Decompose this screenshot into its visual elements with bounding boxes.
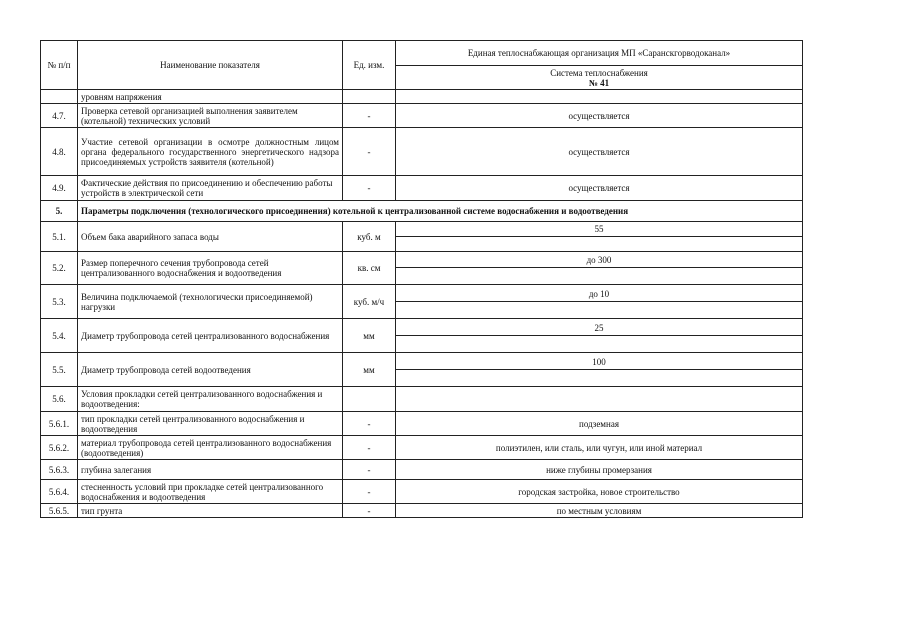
row-unit: - — [343, 176, 396, 201]
header-num: № п/п — [41, 41, 78, 90]
row-value: по местным условиям — [396, 504, 803, 518]
row-name: Фактические действия по присоединению и обеспечению работы устройств в электрической сети — [78, 176, 343, 201]
table-row — [41, 319, 803, 353]
row-num: 5.6. — [41, 387, 78, 412]
row-name: Величина подключаемой (технологически присоединяемой) нагрузки — [78, 285, 343, 319]
row-num: 5.1. — [41, 222, 78, 252]
row-value: ниже глубины промерзания — [396, 460, 803, 480]
table-row — [41, 436, 803, 460]
row-value: 55 — [396, 223, 802, 237]
row-unit: - — [343, 460, 396, 480]
table-row — [41, 460, 803, 480]
row-value: подземная — [396, 412, 803, 436]
table-row — [41, 176, 803, 201]
row-unit: кв. см — [343, 252, 396, 285]
table-row — [41, 480, 803, 504]
row-unit: - — [343, 504, 396, 518]
row-value-cell — [396, 222, 803, 252]
row-value: осуществляется — [396, 104, 803, 128]
header-unit: Ед. изм. — [343, 41, 396, 90]
header-system — [396, 66, 803, 90]
row-value: городская застройка, новое строительство — [396, 480, 803, 504]
header-system-number: № 41 — [588, 77, 610, 88]
row-unit: мм — [343, 353, 396, 387]
section-title: Параметры подключения (технологического присоединения) котельной к централизованной системе водоснабжения и водоотведения — [78, 201, 803, 222]
table-row — [41, 285, 803, 319]
table-row — [41, 353, 803, 387]
header-system-label: Система теплоснабжения — [550, 67, 648, 78]
row-name: уровням напряжения — [78, 90, 343, 104]
row-num: 5.2. — [41, 252, 78, 285]
row-name: стесненность условий при прокладке сетей централизованного водоснабжения и водоотведения — [78, 480, 343, 504]
row-unit: - — [343, 480, 396, 504]
row-value: 25 — [396, 322, 802, 336]
table-row — [41, 252, 803, 285]
row-value: полиэтилен, или сталь, или чугун, или иной материал — [396, 436, 803, 460]
row-value-cell — [396, 285, 803, 319]
row-num: 5.3. — [41, 285, 78, 319]
row-unit: - — [343, 128, 396, 176]
row-value: осуществляется — [396, 176, 803, 201]
table-row — [41, 504, 803, 518]
row-value: 100 — [396, 356, 802, 370]
row-unit: куб. м — [343, 222, 396, 252]
section-row — [41, 201, 803, 222]
row-name: Проверка сетевой организацией выполнения заявителем (котельной) технических условий — [78, 104, 343, 128]
table-row — [41, 90, 803, 104]
row-num: 5.6.3. — [41, 460, 78, 480]
indicators-table — [40, 40, 803, 518]
row-num: 5.6.1. — [41, 412, 78, 436]
row-unit: куб. м/ч — [343, 285, 396, 319]
row-name: тип грунта — [78, 504, 343, 518]
row-num: 4.8. — [41, 128, 78, 176]
row-value: до 300 — [396, 254, 802, 268]
row-unit: мм — [343, 319, 396, 353]
row-name: материал трубопровода сетей централизованного водоснабжения (водоотведения) — [78, 436, 343, 460]
row-name: Участие сетевой организации в осмотре должностным лицом органа федерального государственного энергетического надзора присоединяемых устройств заявителя (котельной) — [78, 128, 343, 176]
table-row — [41, 104, 803, 128]
row-unit: - — [343, 436, 396, 460]
table-row — [41, 128, 803, 176]
row-name: тип прокладки сетей централизованного водоснабжения и водоотведения — [78, 412, 343, 436]
row-name: Условия прокладки сетей централизованного водоснабжения и водоотведения: — [78, 387, 343, 412]
row-value: осуществляется — [396, 128, 803, 176]
row-num: 5.4. — [41, 319, 78, 353]
row-value-cell — [396, 252, 803, 285]
row-name: Диаметр трубопровода сетей водоотведения — [78, 353, 343, 387]
row-unit: - — [343, 104, 396, 128]
header-org: Единая теплоснабжающая организация МП «Саранскгорводоканал» — [396, 41, 803, 66]
row-num: 5.5. — [41, 353, 78, 387]
row-name: Объем бака аварийного запаса воды — [78, 222, 343, 252]
table-row — [41, 412, 803, 436]
row-num: 5.6.5. — [41, 504, 78, 518]
table-row — [41, 222, 803, 252]
row-value-cell — [396, 319, 803, 353]
header-name: Наименование показателя — [78, 41, 343, 90]
row-name: Диаметр трубопровода сетей централизованного водоснабжения — [78, 319, 343, 353]
table-row — [41, 387, 803, 412]
row-value: до 10 — [396, 288, 802, 302]
row-num: 4.7. — [41, 104, 78, 128]
row-unit: - — [343, 412, 396, 436]
row-num: 5.6.4. — [41, 480, 78, 504]
section-num: 5. — [41, 201, 78, 222]
row-num: 4.9. — [41, 176, 78, 201]
row-num: 5.6.2. — [41, 436, 78, 460]
row-name: Размер поперечного сечения трубопровода сетей централизованного водоснабжения и водоотведения — [78, 252, 343, 285]
row-value-cell — [396, 353, 803, 387]
row-name: глубина залегания — [78, 460, 343, 480]
